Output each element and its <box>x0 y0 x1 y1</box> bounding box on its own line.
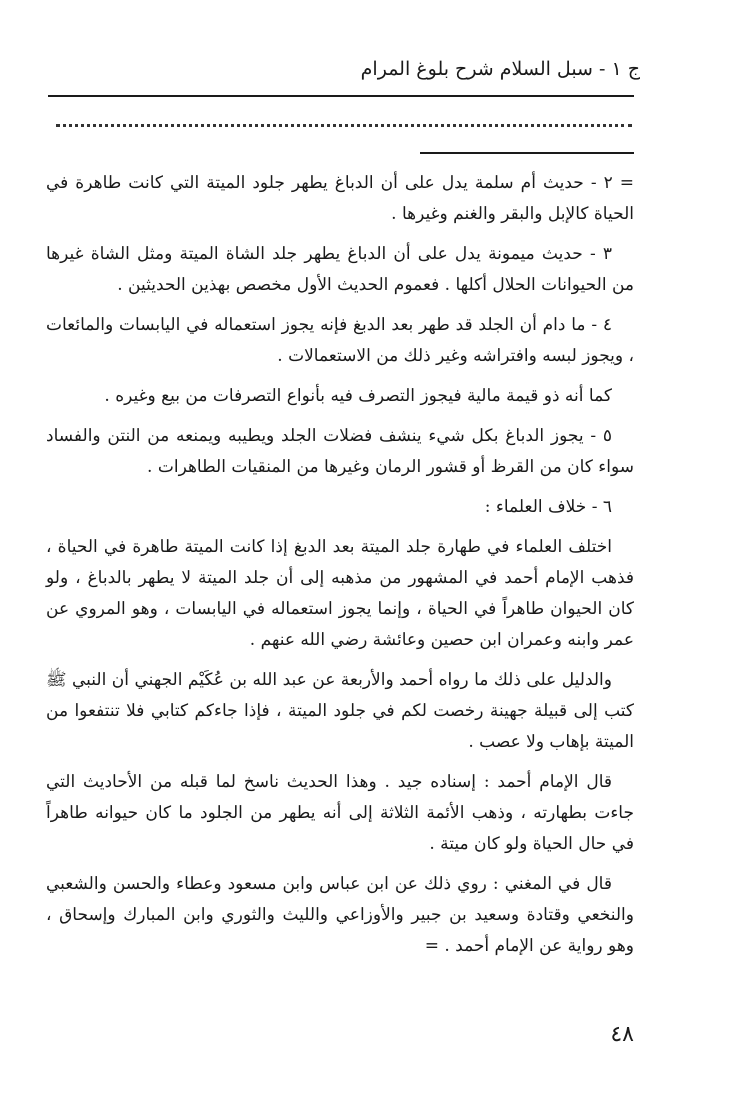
footnote-rule <box>420 152 634 154</box>
paragraph-scholars-dispute: اختلف العلماء في طهارة جلد الميتة بعد الدبغ إذا كانت الميتة طاهرة في الحياة ، فذهب الإمام أحمد في المشهور من مذهبه إلى أن جلد الميتة لا يطهر بالدباغ ، ولو كان الحيوان طاهراً في الحياة ، وإنما يجوز استعماله في اليابسات ، وهو المروي عن عمر وابنه وعمران ابن حصين وعائشة رضي الله عنهم . <box>46 537 634 650</box>
paragraph-point-5: ٥ - يجوز الدباغ بكل شيء ينشف فضلات الجلد ويطيبه ويمنعه من النتن والفساد سواء كان من القرظ أو قشور الرمان وغيرها من المنقيات الطاهرات . <box>46 426 634 477</box>
dotted-separator <box>56 124 632 127</box>
paragraph-al-mughni: قال في المغني : روي ذلك عن ابن عباس وابن مسعود وعطاء والحسن والشعبي والنخعي وقتادة وسعيد بن جبير والأوزاعي والليث والثوري وابن المبارك وإسحاق ، وهو رواية عن الإمام أحمد . = <box>46 874 634 956</box>
paragraph-imam-ahmad: قال الإمام أحمد : إسناده جيد . وهذا الحديث ناسخ لما قبله من الأحاديث التي جاءت بطهارته ، وذهب الأئمة الثلاثة إلى أنه يطهر من الجلود ما كان حيوانه طاهراً في حال الحياة ولو كان ميتة . <box>46 772 634 854</box>
body-text <box>46 168 634 971</box>
paragraph-value: كما أنه ذو قيمة مالية فيجوز التصرف فيه بأنواع التصرفات من بيع وغيره . <box>104 386 612 406</box>
paragraph-point-2: = ٢ - حديث أم سلمة يدل على أن الدباغ يطهر جلود الميتة التي كانت طاهرة في الحياة كالإبل والبقر والغنم وغيرها . <box>46 173 634 224</box>
paragraph-point-6-heading: ٦ - خلاف العلماء : <box>484 497 612 517</box>
paragraph-evidence: والدليل على ذلك ما رواه أحمد والأربعة عن عبد الله بن عُكَيْم الجهني أن النبي ﷺ كتب إلى قبيلة جهينة رخصت لكم في جلود الميتة ، فإذا جاءكم كتابي فلا تنتفعوا من الميتة بإهاب ولا عصب . <box>46 670 634 752</box>
header-rule <box>48 95 634 97</box>
running-header: ج ١ - سبل السلام شرح بلوغ المرام <box>360 58 640 80</box>
paragraph-point-3: ٣ - حديث ميمونة يدل على أن الدباغ يطهر جلد الشاة الميتة ومثل الشاة غيرها من الحيوانات الحلال أكلها . فعموم الحديث الأول مخصص بهذين الحديثين . <box>46 244 634 295</box>
page-number: ٤٨ <box>610 1022 634 1047</box>
paragraph-point-4: ٤ - ما دام أن الجلد قد طهر بعد الدبغ فإنه يجوز استعماله في اليابسات والمائعات ، ويجوز لبسه وافتراشه وغير ذلك من الاستعمالات . <box>46 315 634 366</box>
